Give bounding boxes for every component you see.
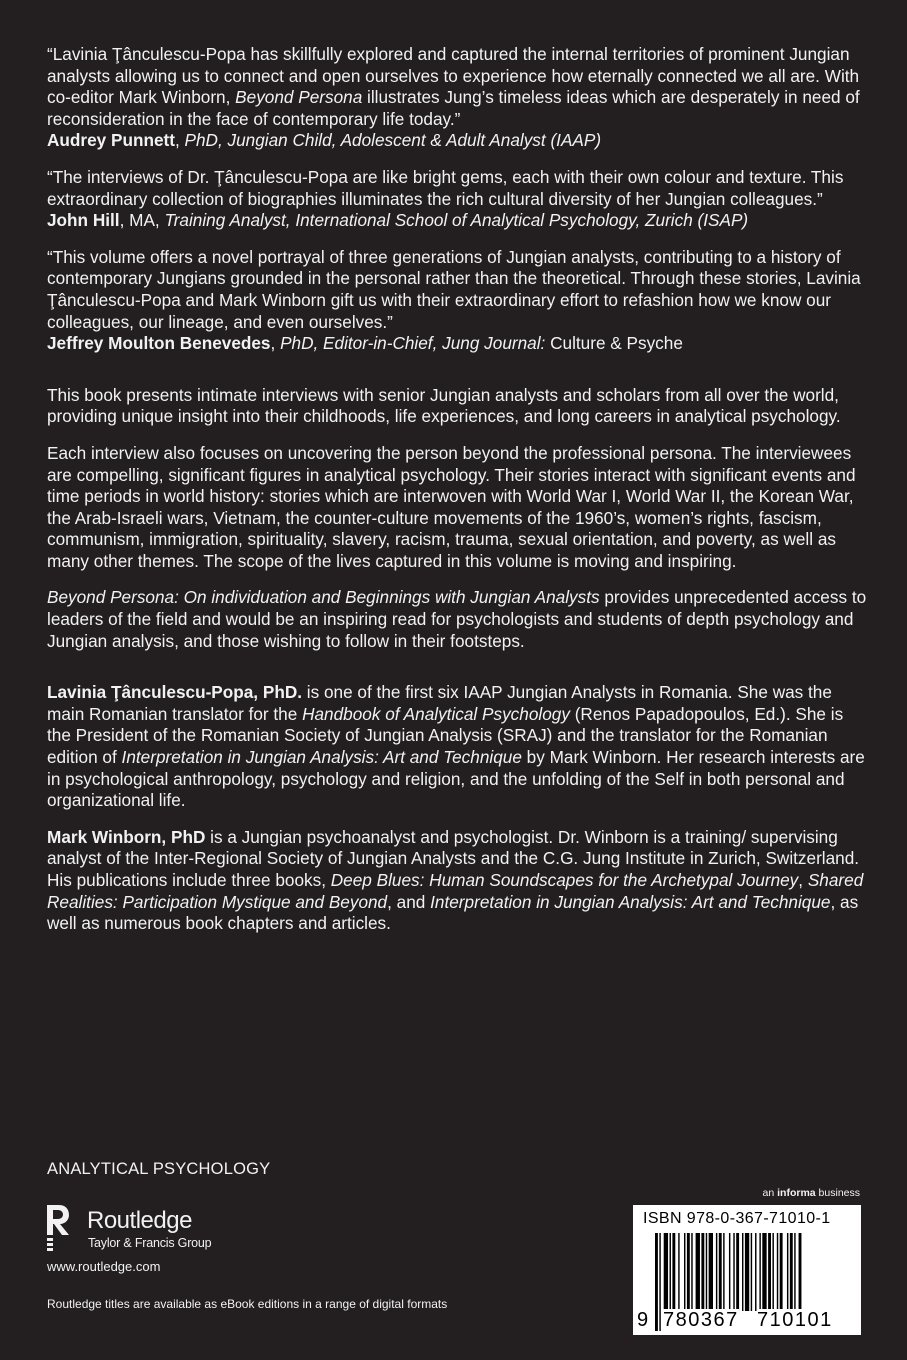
blurb-separator: , [270, 333, 281, 354]
author-bio-winborn [47, 827, 867, 935]
isbn-number: ISBN 978-0-367-71010-1 [643, 1210, 831, 1227]
barcode-bar [768, 1233, 771, 1311]
bio-book-title: Shared Realities: Participation Mystique and Beyond [47, 870, 864, 912]
bio-book-title: Interpretation in Jungian Analysis: Art and Technique [430, 891, 831, 912]
bio-text: , as well as numerous book chapters and articles. [47, 891, 859, 934]
blurb-author-title: Training Analyst, International School of Analytical Psychology, Zurich (ISAP) [164, 210, 749, 231]
blurb-author-name: Jeffrey Moulton Benevedes [47, 333, 271, 354]
barcode-bar [736, 1233, 739, 1311]
publisher-name: Routledge [87, 1207, 192, 1234]
book-full-title: Beyond Persona: On individuation and Beginnings with Jungian Analysts [47, 587, 600, 608]
subject-category: ANALYTICAL PSYCHOLOGY [47, 1160, 271, 1178]
publisher-website[interactable]: www.routledge.com [47, 1259, 161, 1274]
bio-text: , and [387, 891, 431, 912]
barcode-bar [772, 1233, 773, 1311]
barcode-bar [701, 1233, 704, 1311]
barcode-bar [755, 1233, 756, 1311]
blurb-benevedes [47, 247, 867, 355]
barcode-bar [745, 1233, 749, 1311]
blurb-attribution [47, 210, 867, 232]
blurb-author-title: PhD, Editor-in-Chief, Jung Journal: [280, 333, 546, 354]
ebook-note: Routledge titles are available as eBook editions in a range of digital formats [47, 1297, 448, 1311]
blurb-author-name: John Hill [47, 210, 120, 231]
routledge-r-icon [45, 1203, 71, 1253]
author-name: Lavinia Ţânculescu-Popa, PhD. [47, 682, 303, 703]
author-bio-tanculescu [47, 682, 867, 812]
blurb-attribution [47, 130, 867, 152]
barcode-bar [716, 1233, 717, 1311]
author-name: Mark Winborn, PhD [47, 826, 206, 847]
description-paragraph-1: This book presents intimate interviews with senior Jungian analysts and scholars from all over the world, providing unique insight into their childhoods, life experiences, and long careers in analytical psychology. [47, 384, 841, 427]
barcode-bar [759, 1233, 760, 1311]
blurb-quote-end: illustrates Jung’s timeless ideas which are desperately in need of reconsideration in the face of contemporary life today.” [47, 87, 860, 129]
bio-book-title: Deep Blues: Human Soundscapes for the Archetypal Journey [330, 870, 799, 890]
barcode-digits-left: 780367 [663, 1309, 739, 1331]
barcode-bar [780, 1233, 783, 1311]
publisher-group: Taylor & Francis Group [88, 1236, 212, 1250]
isbn-barcode [633, 1205, 861, 1335]
barcode-bar [670, 1233, 671, 1311]
bio-text: , [798, 870, 808, 890]
informa-suffix: business [815, 1187, 860, 1199]
blurb-attribution [47, 333, 867, 355]
barcode-bar [684, 1233, 685, 1311]
bio-text: is a Jungian psychoanalyst and psychologist. Dr. Winborn is a training/ supervising analyst of the Inter-Regional Society of Jungian Analysts and the C.G. Jung Institute in Zurich, Switzerland. His publications include three books, [47, 826, 860, 890]
bio-text: by Mark Winborn. Her research interests are in psychological anthropology, psychology and religion, and the unfolding of the Self in both personal and organizational life. [47, 747, 865, 811]
description-paragraph-2: Each interview also focuses on uncovering the person beyond the professional persona. The interviewees are compelling, significant figures in analytical psychology. Their stories interact with significant events and time periods in world history: stories which are interwoven with World War I, World War II, the Korean War, the Arab-Israeli wars, Vietnam, the counter-culture movements of the 1960’s, women’s rights, fascism, communism, immigration, spirituality, slavery, racism, trauma, sexual orientation, and poverty, as well as many other themes. The scope of the lives captured in this volume is moving and inspiring. [47, 442, 856, 571]
blurb-title-tail: Culture & Psyche [545, 333, 683, 354]
blurb-quote: “This volume offers a novel portrayal of three generations of Jungian analysts, contributing to a history of contemporary Jungians grounded in the personal rather than the theoretical. Through these stories, Lavinia Ţânculescu-Popa and Mark Winborn gift us with their extraordinary effort to refashion how we know our colleagues, our lineage, and even ourselves.” [47, 246, 861, 332]
bio-book-title: Handbook of Analytical Psychology [302, 703, 570, 724]
informa-prefix: an [762, 1187, 778, 1199]
barcode-bar [691, 1233, 692, 1311]
blurb-quote: “Lavinia Ţânculescu-Popa has skillfully explored and captured the internal territories of prominent Jungian analysts allowing us to connect and open ourselves to experience how eternally connected we all are. With co-editor Mark Winborn, [47, 44, 860, 108]
barcode-digit-lead: 9 [637, 1309, 650, 1331]
barcode-bar [696, 1233, 700, 1311]
barcode-digits [633, 1309, 861, 1335]
book-title-italic: Beyond Persona [235, 87, 363, 108]
bio-text: is one of the first six IAAP Jungian Analysts in Romania. She was the main Romanian translator for the [47, 682, 832, 724]
barcode-bar [751, 1233, 752, 1311]
description-paragraph-3 [47, 587, 867, 652]
barcode-bar [790, 1233, 793, 1311]
barcode-digits-right: 710101 [757, 1309, 833, 1331]
barcode-bar [742, 1233, 743, 1311]
barcode-bar [777, 1233, 778, 1311]
barcode-bar [664, 1233, 668, 1311]
barcode-bar [687, 1233, 690, 1311]
main-text [47, 44, 867, 950]
blurb-author-name: Audrey Punnett [47, 130, 175, 151]
barcode-bar [706, 1233, 707, 1311]
blurb-separator: , [174, 130, 185, 151]
routledge-logo [45, 1203, 265, 1253]
bio-text: (Renos Papadopoulos, Ed.). She is the President of the Romanian Society of Jungian Analysis (SRAJ) and the translator for the Romanian edition of [47, 703, 844, 768]
barcode-bar [787, 1233, 788, 1311]
blurb-hill [47, 167, 867, 232]
barcode-bar [672, 1233, 675, 1311]
bio-book-title: Interpretation in Jungian Analysis: Art and Technique [121, 747, 522, 768]
informa-tagline [763, 1187, 860, 1199]
informa-brand: informa [777, 1187, 816, 1199]
barcode-bar [719, 1233, 722, 1311]
blurb-author-title: PhD, Jungian Child, Adolescent & Adult Analyst (IAAP) [184, 130, 602, 151]
barcode-bar [709, 1233, 713, 1311]
description-text: provides unprecedented access to leaders of the field and would be an inspiring read for psychologists and students of depth psychology and Jungian analysis, and those wishing to follow in their footsteps. [47, 587, 867, 651]
barcode-bar [678, 1233, 679, 1311]
blurb-punnett [47, 44, 867, 152]
barcode-bar [762, 1233, 766, 1311]
blurb-quote: “The interviews of Dr. Ţânculescu-Popa are like bright gems, each with their own colour and texture. This extraordinary collection of biographies illuminates the rich cultural diversity of her Jungian colleagues.” [47, 166, 844, 209]
blurb-separator: , MA, [119, 210, 165, 231]
barcode-bar [723, 1233, 724, 1311]
